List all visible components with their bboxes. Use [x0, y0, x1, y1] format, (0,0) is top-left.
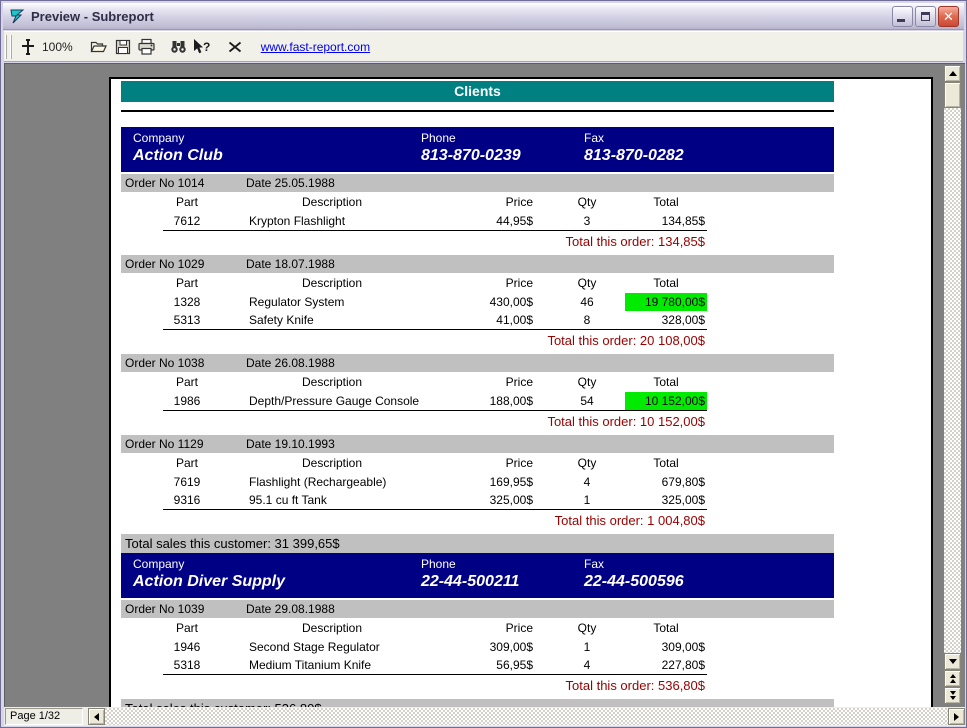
- order-table: [149, 618, 707, 695]
- cell-part: 7612: [173, 214, 201, 228]
- order-number: Order No 1029: [125, 257, 205, 271]
- order-date: Date 26.08.1988: [246, 356, 335, 370]
- cell-total: 325,00$: [661, 493, 705, 507]
- cell-total-highlighted: 10 152,00$: [625, 392, 707, 410]
- horizontal-scrollbar-track[interactable]: [105, 708, 948, 725]
- toolbar: [4, 31, 963, 62]
- print-button[interactable]: [135, 35, 159, 59]
- company-name: Action Club: [133, 147, 223, 164]
- table-row: [149, 656, 707, 674]
- printer-icon: [137, 38, 156, 56]
- col-header-total: Total: [653, 621, 679, 635]
- order-date: Date 19.10.1993: [246, 437, 335, 451]
- cell-qty: 4: [583, 475, 591, 489]
- table-row: [149, 638, 707, 656]
- order-header-band: [121, 174, 834, 192]
- fast-report-link[interactable]: www.fast-report.com: [260, 39, 371, 54]
- order-number: Order No 1014: [125, 176, 205, 190]
- cell-price: 44,95$: [496, 214, 533, 228]
- col-header-price: Price: [505, 621, 533, 635]
- table-row: [149, 293, 707, 311]
- context-help-button[interactable]: [191, 35, 215, 59]
- cell-description: Medium Titanium Knife: [249, 658, 372, 672]
- scroll-down-button[interactable]: [944, 653, 961, 670]
- customer-block: [111, 127, 931, 554]
- zoom-tool-button[interactable]: [16, 35, 40, 59]
- order-total: Total this order: 20 108,00$: [547, 333, 705, 348]
- title-divider: [121, 110, 834, 112]
- vertical-scrollbar-track[interactable]: [944, 108, 961, 653]
- table-row: [149, 491, 707, 509]
- company-band: [121, 553, 834, 598]
- cell-part: 1328: [173, 295, 201, 309]
- cell-price: 188,00$: [489, 394, 533, 408]
- cell-qty: 1: [583, 493, 591, 507]
- save-button[interactable]: [111, 35, 135, 59]
- col-header-part: Part: [175, 621, 198, 635]
- col-header-description: Description: [301, 276, 363, 290]
- company-label: Company: [133, 131, 185, 145]
- previous-page-button[interactable]: [944, 670, 961, 687]
- order-table: [149, 273, 707, 350]
- close-x-icon: [226, 38, 244, 56]
- titlebar[interactable]: [3, 3, 964, 30]
- cell-total-highlighted: 19 780,00$: [625, 293, 707, 311]
- col-header-part: Part: [175, 276, 198, 290]
- order-table: [149, 192, 707, 251]
- table-header-row: [149, 192, 707, 212]
- open-folder-icon: [89, 38, 108, 56]
- company-phone: 22-44-500211: [421, 573, 520, 590]
- vertical-scrollbar[interactable]: [944, 65, 961, 704]
- cell-description: Regulator System: [249, 295, 345, 309]
- col-header-total: Total: [653, 375, 679, 389]
- binoculars-icon: [169, 38, 188, 56]
- open-button[interactable]: [87, 35, 111, 59]
- cell-description: 95.1 cu ft Tank: [249, 493, 327, 507]
- col-header-total: Total: [653, 456, 679, 470]
- arrow-left-icon: [94, 713, 99, 721]
- table-header-row: [149, 453, 707, 473]
- close-button[interactable]: [938, 6, 959, 27]
- table-header-row: [149, 618, 707, 638]
- table-header-row: [149, 372, 707, 392]
- cell-qty: 8: [583, 313, 591, 327]
- order-table: [149, 372, 707, 431]
- col-header-description: Description: [301, 456, 363, 470]
- col-header-qty: Qty: [577, 621, 597, 635]
- page-indicator: Page 1/32: [5, 708, 83, 725]
- double-arrow-up-icon: [950, 674, 956, 683]
- next-page-button[interactable]: [944, 687, 961, 704]
- arrow-right-icon: [954, 713, 959, 721]
- order-section: [111, 174, 931, 251]
- help-cursor-icon: [192, 38, 213, 56]
- cell-total: 309,00$: [661, 640, 705, 654]
- company-fax: 813-870-0282: [584, 147, 684, 164]
- order-table: [149, 453, 707, 530]
- statusbar: [4, 707, 965, 726]
- table-row: [149, 473, 707, 491]
- order-header-band: [121, 600, 834, 618]
- window-title: Preview - Subreport: [31, 8, 154, 24]
- cell-price: 41,00$: [496, 313, 533, 327]
- cell-qty: 46: [580, 295, 594, 309]
- cell-description: Krypton Flashlight: [249, 214, 346, 228]
- zoom-tool-icon: [19, 38, 37, 56]
- col-header-price: Price: [505, 195, 533, 209]
- save-floppy-icon: [114, 38, 132, 56]
- col-header-qty: Qty: [577, 375, 597, 389]
- company-label: Company: [133, 557, 185, 571]
- cell-part: 5313: [173, 313, 201, 327]
- company-phone: 813-870-0239: [421, 147, 521, 164]
- cell-description: Flashlight (Rechargeable): [249, 475, 387, 489]
- phone-label: Phone: [421, 557, 456, 571]
- minimize-button[interactable]: [892, 6, 913, 27]
- col-header-description: Description: [301, 375, 363, 389]
- order-date: Date 18.07.1988: [246, 257, 335, 271]
- company-fax: 22-44-500596: [584, 573, 684, 590]
- toolbar-gripper[interactable]: [5, 35, 12, 59]
- cell-total: 227,80$: [661, 658, 705, 672]
- preview-workspace: [4, 63, 965, 707]
- scroll-up-button[interactable]: [944, 65, 961, 82]
- cell-part: 9316: [173, 493, 201, 507]
- report-page: [109, 77, 933, 722]
- cell-price: 430,00$: [489, 295, 533, 309]
- maximize-button[interactable]: [915, 6, 936, 27]
- close-icon: ✕: [943, 8, 954, 24]
- cell-qty: 1: [583, 640, 591, 654]
- cell-description: Safety Knife: [249, 313, 314, 327]
- table-header-row: [149, 273, 707, 293]
- close-preview-button[interactable]: [223, 35, 247, 59]
- cell-price: 169,95$: [489, 475, 533, 489]
- order-total: Total this order: 536,80$: [565, 678, 705, 693]
- arrow-down-icon: [949, 659, 957, 664]
- col-header-qty: Qty: [577, 456, 597, 470]
- table-row: [149, 311, 707, 329]
- col-header-price: Price: [505, 375, 533, 389]
- phone-label: Phone: [421, 131, 456, 145]
- fastreport-logo-icon: [8, 7, 26, 25]
- col-header-qty: Qty: [577, 195, 597, 209]
- zoom-value[interactable]: 100%: [42, 39, 73, 54]
- cell-qty: 54: [580, 394, 594, 408]
- order-total: Total this order: 134,85$: [565, 234, 705, 249]
- order-number: Order No 1039: [125, 602, 205, 616]
- company-name: Action Diver Supply: [133, 573, 286, 590]
- cell-price: 325,00$: [489, 493, 533, 507]
- cell-price: 56,95$: [496, 658, 533, 672]
- customer-total-band: Total sales this customer: 31 399,65$: [121, 534, 834, 554]
- order-total: Total this order: 1 004,80$: [554, 513, 705, 528]
- col-header-part: Part: [175, 456, 198, 470]
- col-header-part: Part: [175, 195, 198, 209]
- horizontal-scrollbar[interactable]: [88, 708, 965, 725]
- cell-price: 309,00$: [489, 640, 533, 654]
- cell-description: Depth/Pressure Gauge Console: [249, 394, 420, 408]
- vertical-scrollbar-thumb[interactable]: [944, 82, 961, 108]
- order-section: [111, 435, 931, 530]
- col-header-price: Price: [505, 456, 533, 470]
- order-total: Total this order: 10 152,00$: [547, 414, 705, 429]
- scroll-right-button[interactable]: [948, 708, 965, 725]
- report-title-band: Clients: [121, 81, 834, 102]
- maximize-icon: [921, 12, 930, 21]
- order-header-band: [121, 435, 834, 453]
- col-header-part: Part: [175, 375, 198, 389]
- cell-part: 7619: [173, 475, 201, 489]
- cell-total: 679,80$: [661, 475, 705, 489]
- cell-part: 1946: [173, 640, 201, 654]
- cell-part: 1986: [173, 394, 201, 408]
- cell-qty: 3: [583, 214, 591, 228]
- col-header-total: Total: [653, 276, 679, 290]
- cell-qty: 4: [583, 658, 591, 672]
- cell-part: 5318: [173, 658, 201, 672]
- svg-text:?: ?: [203, 39, 211, 54]
- col-header-qty: Qty: [577, 276, 597, 290]
- cell-description: Second Stage Regulator: [249, 640, 380, 654]
- col-header-description: Description: [301, 195, 363, 209]
- scroll-left-button[interactable]: [88, 708, 105, 725]
- company-band: [121, 127, 834, 172]
- minimize-icon: [897, 19, 905, 22]
- table-row: [149, 212, 707, 230]
- customer-block: [111, 553, 931, 719]
- order-header-band: [121, 255, 834, 273]
- double-arrow-down-icon: [950, 691, 956, 700]
- col-header-price: Price: [505, 276, 533, 290]
- order-section: [111, 255, 931, 350]
- table-row: [149, 392, 707, 410]
- order-number: Order No 1038: [125, 356, 205, 370]
- find-button[interactable]: [167, 35, 191, 59]
- cell-total: 134,85$: [661, 214, 705, 228]
- order-date: Date 29.08.1988: [246, 602, 335, 616]
- fax-label: Fax: [584, 131, 605, 145]
- col-header-total: Total: [653, 195, 679, 209]
- order-header-band: [121, 354, 834, 372]
- order-number: Order No 1129: [125, 437, 204, 451]
- order-date: Date 25.05.1988: [246, 176, 335, 190]
- cell-total: 328,00$: [661, 313, 705, 327]
- fax-label: Fax: [584, 557, 605, 571]
- order-section: [111, 354, 931, 431]
- arrow-up-icon: [949, 71, 957, 76]
- order-section: [111, 600, 931, 695]
- col-header-description: Description: [301, 621, 363, 635]
